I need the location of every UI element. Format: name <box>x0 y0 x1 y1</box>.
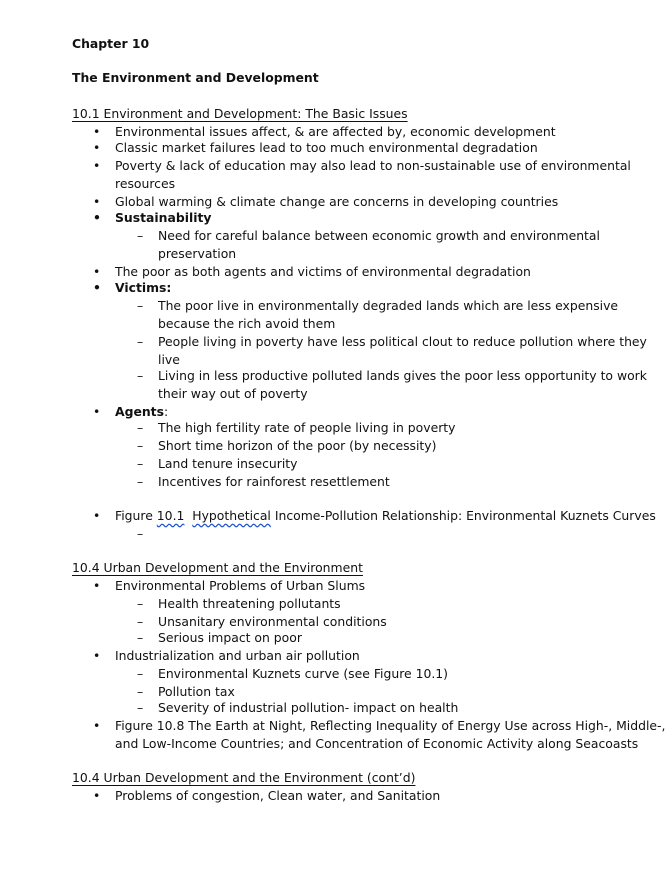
figure-bullet <box>115 507 656 525</box>
bullet-item: • The poor as both agents and victims of environmental degradation <box>115 263 531 281</box>
figure-hypothetical: Hypothetical <box>192 508 271 523</box>
dash-item: – Incentives for rainforest resettlement <box>158 473 390 491</box>
section-heading-10-1: 10.1 Environment and Development: The Basic Issues <box>72 106 408 121</box>
bullet-item: • Classic market failures lead to too much environmental degradation <box>115 139 538 157</box>
bullet-item-sustainability: • Sustainability <box>115 209 211 227</box>
agents-label: Agents <box>115 404 164 419</box>
dash-item: – People living in poverty have less political clout to reduce pollution where they <box>158 333 647 351</box>
dash-item: – Pollution tax <box>158 683 235 701</box>
bullet-item: • Global warming & climate change are concerns in developing countries <box>115 193 558 211</box>
agents-colon: : <box>163 404 169 419</box>
dash-item: – Unsanitary environmental conditions <box>158 613 387 631</box>
bullet-item: • Environmental issues affect, & are affected by, economic development <box>115 123 556 141</box>
bullet-item: • Problems of congestion, Clean water, and Sanitation <box>115 787 440 805</box>
bullet-continuation: and Low-Income Countries; and Concentration of Economic Activity along Seacoasts <box>115 736 639 751</box>
bullet-item: • Figure 10.8 The Earth at Night, Reflecting Inequality of Energy Use across High-, Middle-, <box>115 717 665 735</box>
dash-item: – Environmental Kuznets curve (see Figure 10.1) <box>158 665 448 683</box>
dash-item: – Health threatening pollutants <box>158 595 341 613</box>
dash-item: – Need for careful balance between economic growth and environmental <box>158 227 600 245</box>
chapter-title: The Environment and Development <box>72 70 319 85</box>
dash-item: – The high fertility rate of people living in poverty <box>158 419 456 437</box>
bullet-item: • Poverty & lack of education may also lead to non-sustainable use of environmental <box>115 157 631 175</box>
bullet-item-victims: • Victims: <box>115 279 171 297</box>
dash-item: – Severity of industrial pollution- impact on health <box>158 699 458 717</box>
dash-item: – Living in less productive polluted lands gives the poor less opportunity to work <box>158 367 647 385</box>
bullet-item: • Industrialization and urban air pollution <box>115 647 360 665</box>
figure-prefix: Figure <box>115 508 153 523</box>
dash-item: – Land tenure insecurity <box>158 455 298 473</box>
section-heading-10-4: 10.4 Urban Development and the Environment <box>72 560 363 575</box>
dash-continuation: preservation <box>158 246 237 261</box>
bullet-item: • Environmental Problems of Urban Slums <box>115 577 365 595</box>
figure-caption: Income-Pollution Relationship: Environmental Kuznets Curves <box>274 508 656 523</box>
dash-item: – The poor live in environmentally degraded lands which are less expensive <box>158 297 618 315</box>
dash-continuation: live <box>158 352 180 367</box>
section-heading-10-4-contd: 10.4 Urban Development and the Environment (cont’d) <box>72 770 416 785</box>
bullet-continuation: resources <box>115 176 176 191</box>
figure-number: 10.1 <box>156 508 185 523</box>
dash-item: – Serious impact on poor <box>158 629 302 647</box>
chapter-number: Chapter 10 <box>72 36 150 51</box>
dash-continuation: because the rich avoid them <box>158 316 336 331</box>
dash-item: – Short time horizon of the poor (by necessity) <box>158 437 436 455</box>
dash-continuation: their way out of poverty <box>158 386 308 401</box>
